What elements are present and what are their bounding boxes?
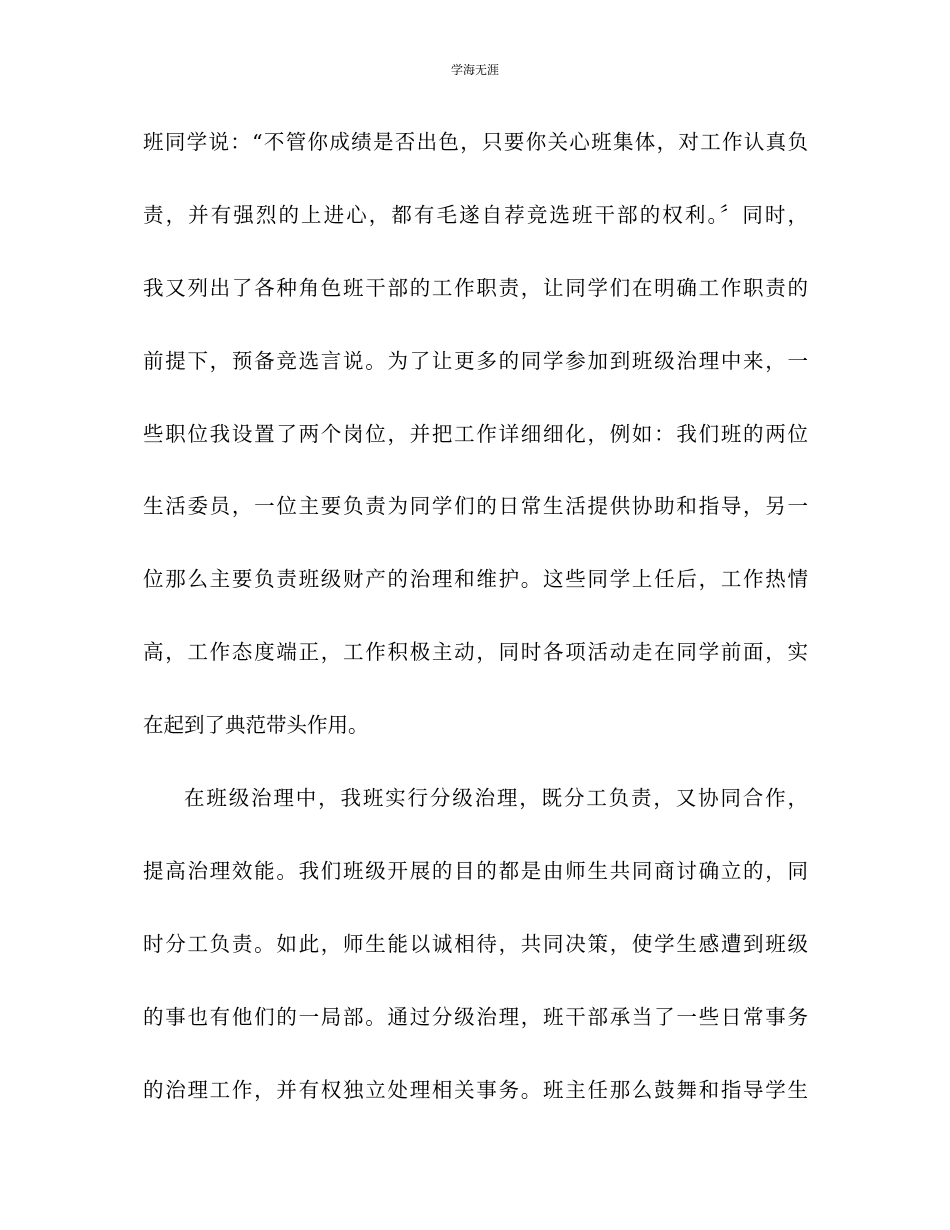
body-text [143, 124, 808, 1144]
text-line: 的事也有他们的一局部。通过分级治理，班干部承当了一些日常事务 [143, 1004, 808, 1029]
text-line: 位那么主要负责班级财产的治理和维护。这些同学上任后，工作热情 [143, 567, 808, 592]
text-line: 前提下，预备竞选言说。为了让更多的同学参加到班级治理中来，一 [143, 348, 808, 373]
page-header: 学海无涯 [450, 63, 499, 77]
text-line: 生活委员，一位主要负责为同学们的日常生活提供协助和指导，另一 [143, 494, 808, 519]
paragraph-end-line: 在起到了典范带头作用。 [143, 713, 369, 738]
text-line: 时分工负责。如此，师生能以诚相待，共同决策，使学生感遭到班级 [143, 931, 808, 956]
text-line: 责，并有强烈的上进心，都有毛遂自荐竞选班干部的权利。〞同时， [143, 202, 808, 227]
text-line: 班同学说：“不管你成绩是否出色，只要你关心班集体，对工作认真负 [143, 130, 808, 154]
text-line: 高，工作态度端正，工作积极主动，同时各项活动走在同学前面，实 [143, 640, 808, 665]
paragraph-start-line: 在班级治理中，我班实行分级治理，既分工负责，又协同合作， [184, 786, 808, 811]
text-line: 些职位我设置了两个岗位，并把工作详细细化，例如：我们班的两位 [143, 421, 808, 446]
text-line: 的治理工作，并有权独立处理相关事务。班主任那么鼓舞和指导学生 [143, 1077, 808, 1102]
text-line: 提高治理效能。我们班级开展的目的都是由师生共同商讨确立的，同 [143, 858, 808, 883]
text-line: 我又列出了各种角色班干部的工作职责，让同学们在明确工作职责的 [143, 275, 808, 300]
